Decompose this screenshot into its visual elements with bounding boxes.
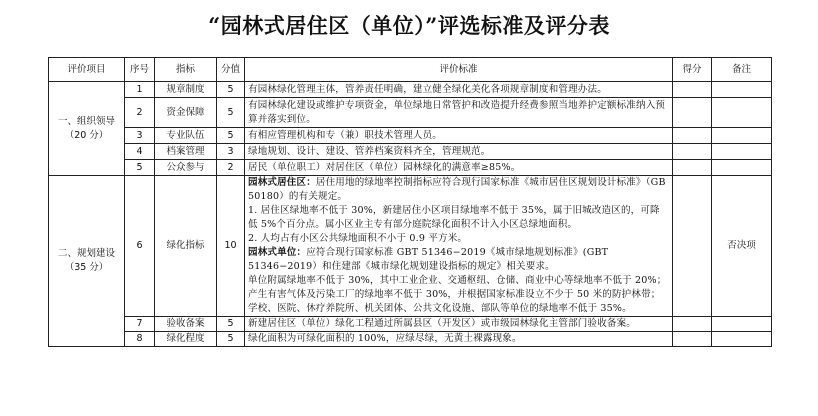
row-standard: 新建居住区（单位）绿化工程通过所属县区（开发区）或市级园林绿化主管部门验收备案。 bbox=[245, 317, 673, 332]
category-name: 二、规划建设 bbox=[57, 248, 115, 259]
row-score: 5 bbox=[217, 332, 245, 347]
row-got bbox=[673, 176, 712, 317]
row-score: 5 bbox=[217, 98, 245, 128]
residential-text: 居住用地的绿地率控制指标应符合现行国家标准《城市居住区规划设计标准》（GB 50180）的有关规定。 bbox=[248, 177, 666, 202]
unit-rule: 单位附属绿地率不低于 30%，其中工业企业、交通枢纽、仓储、商业中心等绿地率不低于 20%；产生有害气体及污染工厂的绿地率不低于 30%，并根据国家标准设立不少于 50 米的防护林带；学校、医院、休疗养院所、机关团体、公共文化设施、部队等单位的绿地率不低于 35%。 bbox=[248, 275, 667, 314]
row-score: 5 bbox=[217, 317, 245, 332]
row-score: 10 bbox=[217, 176, 245, 317]
unit-standard bbox=[248, 246, 669, 274]
category-cell bbox=[49, 176, 125, 347]
row-standard: 有园林绿化建设或维护专项资金，单位绿地日常管护和改造提升经费参照当地养护定额标准纳入预算并落实到位。 bbox=[245, 98, 673, 128]
header-row bbox=[49, 58, 772, 82]
unit-label: 园林式单位： bbox=[248, 247, 307, 258]
row-indicator: 资金保障 bbox=[155, 98, 217, 128]
row-indicator: 验收备案 bbox=[155, 317, 217, 332]
row-standard: 有园林绿化管理主体，管养责任明确，建立健全绿化美化各项规章制度和管理办法。 bbox=[245, 82, 673, 98]
row-remark bbox=[712, 128, 772, 144]
row-indicator: 档案管理 bbox=[155, 144, 217, 160]
row-standard bbox=[245, 176, 673, 317]
row-remark bbox=[712, 144, 772, 160]
row-score: 3 bbox=[217, 144, 245, 160]
page-title: “园林式居住区（单位）”评选标准及评分表 bbox=[208, 13, 610, 38]
header-item: 评价项目 bbox=[49, 58, 125, 82]
row-got bbox=[673, 332, 712, 347]
row-got bbox=[673, 160, 712, 176]
row-score: 5 bbox=[217, 82, 245, 98]
row-no: 3 bbox=[125, 128, 155, 144]
row-no: 2 bbox=[125, 98, 155, 128]
row-remark bbox=[712, 332, 772, 347]
row-got bbox=[673, 128, 712, 144]
table-row bbox=[49, 317, 772, 332]
row-score: 5 bbox=[217, 128, 245, 144]
category-cell bbox=[49, 82, 125, 176]
row-indicator: 绿化程度 bbox=[155, 332, 217, 347]
table-row bbox=[49, 144, 772, 160]
unit-text: 应符合现行国家标准 GBT 51346−2019《城市绿地规划标准》(GBT 51346−2019）和住建部《城市绿化规划建设指标的规定》相关要求。 bbox=[248, 247, 609, 272]
residential-standard bbox=[248, 176, 669, 204]
row-remark bbox=[712, 98, 772, 128]
row-no: 7 bbox=[125, 317, 155, 332]
row-got bbox=[673, 98, 712, 128]
row-standard: 有相应管理机构和专（兼）职技术管理人员。 bbox=[245, 128, 673, 144]
category-points: （20 分） bbox=[64, 129, 109, 141]
table-row bbox=[49, 128, 772, 144]
row-remark bbox=[712, 160, 772, 176]
table-row bbox=[49, 82, 772, 98]
category-points: （35 分） bbox=[64, 262, 109, 273]
residential-rule-2: 2. 人均占有小区公共绿地面积不小于 0.9 平方米。 bbox=[248, 233, 468, 244]
row-indicator: 公众参与 bbox=[155, 160, 217, 176]
header-score: 分值 bbox=[217, 58, 245, 82]
category-name: 一、组织领导 bbox=[57, 115, 115, 127]
row-standard: 绿地规划、设计、建设、管养档案资料齐全，管理规范。 bbox=[245, 144, 673, 160]
header-standard: 评价标准 bbox=[245, 58, 673, 82]
row-got bbox=[673, 317, 712, 332]
scoring-table bbox=[48, 57, 772, 347]
header-indicator: 指标 bbox=[155, 58, 217, 82]
row-standard: 绿化面积为可绿化面积的 100%，应绿尽绿，无黄土裸露现象。 bbox=[245, 332, 673, 347]
row-got bbox=[673, 144, 712, 160]
table-row bbox=[49, 98, 772, 128]
residential-label: 园林式居住区： bbox=[248, 177, 316, 188]
table-row bbox=[49, 332, 772, 347]
row-got bbox=[673, 82, 712, 98]
row-score: 2 bbox=[217, 160, 245, 176]
residential-rule-1: 1. 居住区绿地率不低于 30%，新建居住小区项目绿地率不低于 35%，属于旧城改造区的，可降低 5%个百分点。属小区业主专有部分庭院绿化面积不计入小区总绿地面积。 bbox=[248, 205, 660, 230]
row-standard: 居民（单位职工）对居住区（单位）园林绿化的满意率≥85%。 bbox=[245, 160, 673, 176]
row-no: 5 bbox=[125, 160, 155, 176]
row-remark bbox=[712, 82, 772, 98]
header-remark: 备注 bbox=[712, 58, 772, 82]
row-no: 4 bbox=[125, 144, 155, 160]
row-no: 6 bbox=[125, 176, 155, 317]
header-no: 序号 bbox=[125, 58, 155, 82]
row-no: 1 bbox=[125, 82, 155, 98]
row-remark bbox=[712, 317, 772, 332]
table-row bbox=[49, 176, 772, 317]
row-indicator: 规章制度 bbox=[155, 82, 217, 98]
row-indicator: 专业队伍 bbox=[155, 128, 217, 144]
row-no: 8 bbox=[125, 332, 155, 347]
header-got: 得分 bbox=[673, 58, 712, 82]
row-remark: 否决项 bbox=[712, 176, 772, 317]
table-row bbox=[49, 160, 772, 176]
row-indicator: 绿化指标 bbox=[155, 176, 217, 317]
